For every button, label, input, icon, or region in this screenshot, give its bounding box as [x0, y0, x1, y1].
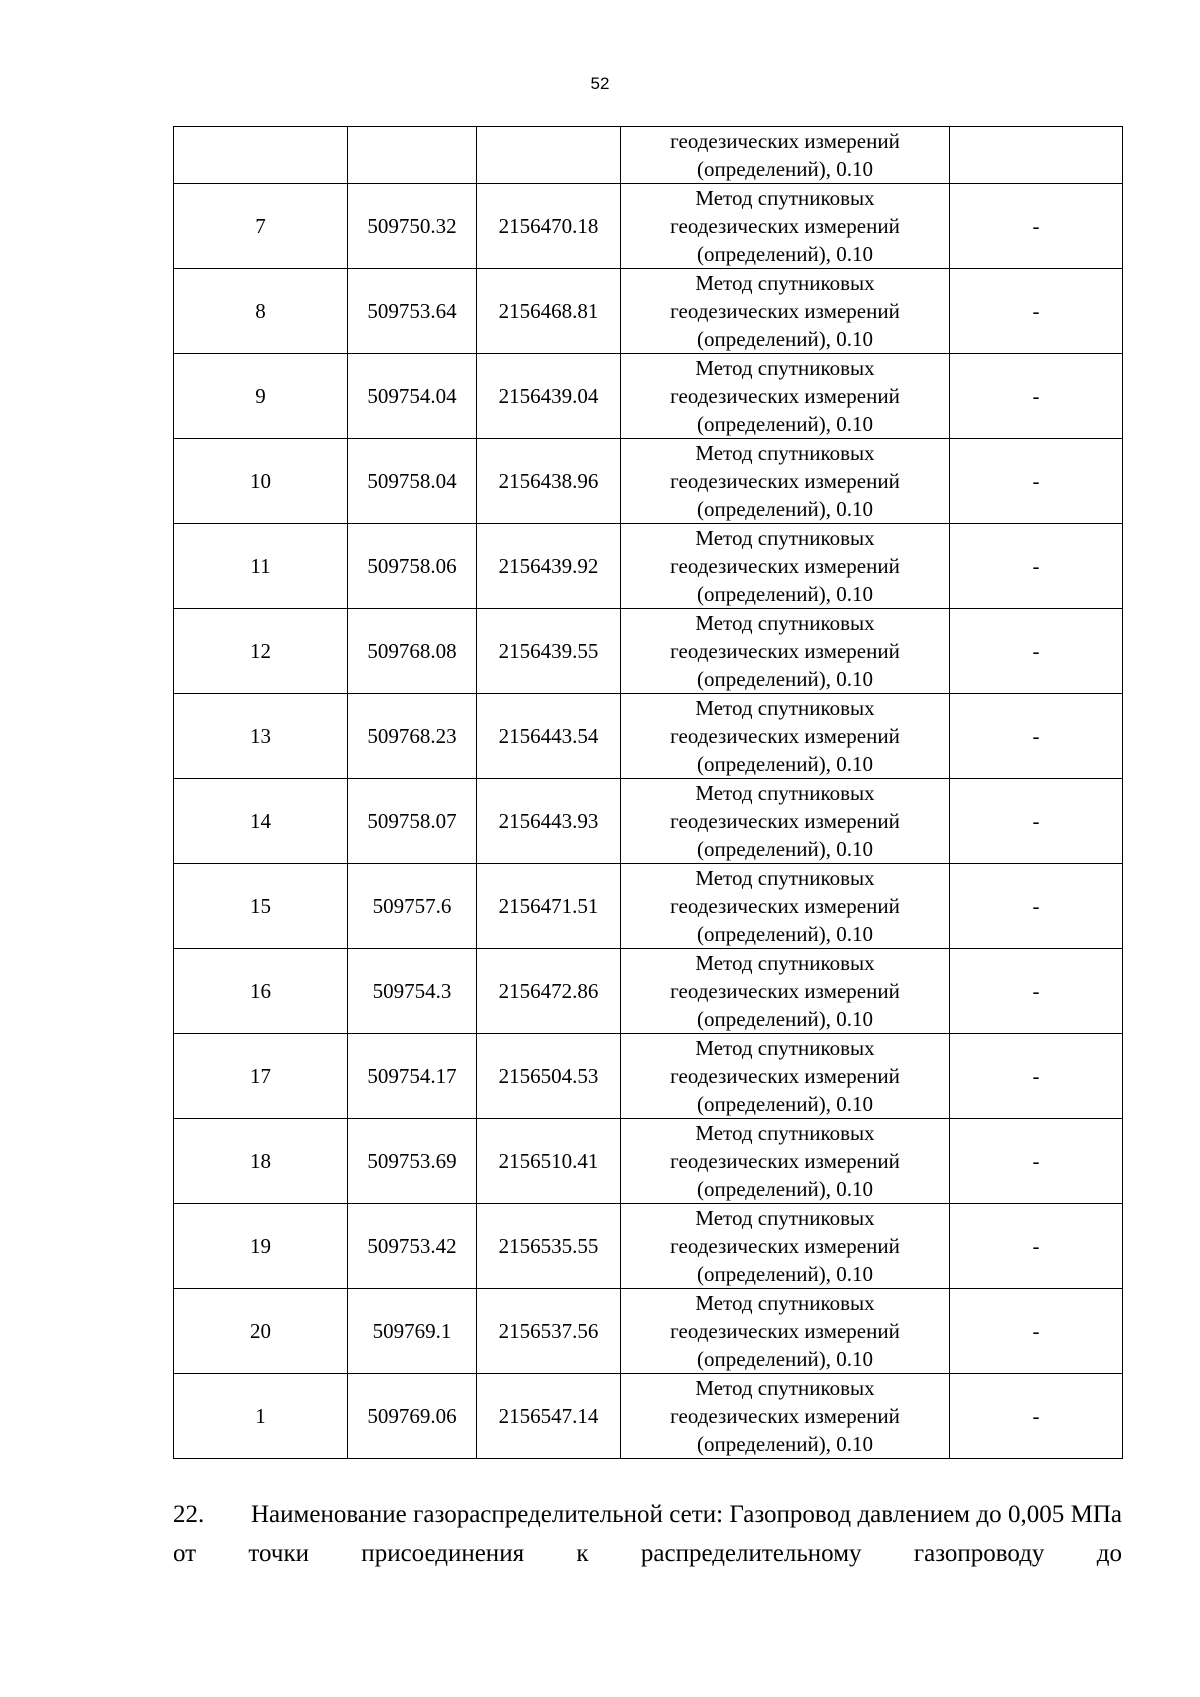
point-number-cell: 18: [174, 1119, 348, 1204]
note-cell: -: [950, 524, 1123, 609]
section-number: 22.: [173, 1501, 205, 1528]
y-coordinate-cell: [477, 127, 621, 184]
point-number-cell: 19: [174, 1204, 348, 1289]
method-line: геодезических измерений: [670, 979, 900, 1003]
method-cell: [621, 609, 950, 694]
method-line: геодезических измерений: [670, 469, 900, 493]
point-number-cell: 15: [174, 864, 348, 949]
table-row-continuation: [174, 127, 1123, 184]
method-line: (определений), 0.10: [696, 582, 874, 606]
y-coordinate-cell: 2156438.96: [477, 439, 621, 524]
method-cell: [621, 1204, 950, 1289]
method-line: геодезических измерений: [670, 299, 900, 323]
method-line: Метод спутниковых: [695, 1121, 875, 1145]
method-line: (определений), 0.10: [696, 1177, 874, 1201]
method-cell: [621, 127, 950, 184]
x-coordinate-cell: 509769.06: [348, 1374, 477, 1459]
method-cell: [621, 949, 950, 1034]
method-line: Метод спутниковых: [695, 951, 875, 975]
table-row: [174, 1119, 1123, 1204]
point-number-cell: [174, 127, 348, 184]
method-line: (определений), 0.10: [696, 1007, 874, 1031]
point-number-cell: 13: [174, 694, 348, 779]
method-line: геодезических измерений: [670, 809, 900, 833]
coordinates-table: [173, 126, 1123, 1459]
method-line: геодезических измерений: [670, 1064, 900, 1088]
method-line: Метод спутниковых: [695, 186, 875, 210]
table-row: [174, 1374, 1123, 1459]
table-row: [174, 1204, 1123, 1289]
note-cell: -: [950, 269, 1123, 354]
point-number-cell: 20: [174, 1289, 348, 1374]
method-line: геодезических измерений: [670, 1149, 900, 1173]
table-row: [174, 269, 1123, 354]
point-number-cell: 17: [174, 1034, 348, 1119]
method-line: геодезических измерений: [670, 129, 900, 153]
y-coordinate-cell: 2156468.81: [477, 269, 621, 354]
table-row: [174, 1289, 1123, 1374]
y-coordinate-cell: 2156439.04: [477, 354, 621, 439]
method-line: Метод спутниковых: [695, 866, 875, 890]
y-coordinate-cell: 2156547.14: [477, 1374, 621, 1459]
point-number-cell: 9: [174, 354, 348, 439]
method-cell: [621, 1034, 950, 1119]
x-coordinate-cell: 509754.3: [348, 949, 477, 1034]
note-cell: -: [950, 694, 1123, 779]
method-line: (определений), 0.10: [696, 1092, 874, 1116]
section-paragraph: [173, 1495, 1122, 1573]
table-row: [174, 949, 1123, 1034]
y-coordinate-cell: 2156510.41: [477, 1119, 621, 1204]
note-cell: -: [950, 609, 1123, 694]
table-row: [174, 779, 1123, 864]
method-line: геодезических измерений: [670, 1319, 900, 1343]
x-coordinate-cell: 509754.17: [348, 1034, 477, 1119]
method-line: Метод спутниковых: [695, 696, 875, 720]
point-number-cell: 11: [174, 524, 348, 609]
y-coordinate-cell: 2156472.86: [477, 949, 621, 1034]
method-cell: [621, 779, 950, 864]
method-line: Метод спутниковых: [695, 1376, 875, 1400]
x-coordinate-cell: [348, 127, 477, 184]
method-line: Метод спутниковых: [695, 356, 875, 380]
note-cell: -: [950, 1204, 1123, 1289]
method-cell: [621, 694, 950, 779]
note-cell: -: [950, 949, 1123, 1034]
point-number-cell: 7: [174, 184, 348, 269]
coordinates-table-body: [174, 127, 1123, 1459]
method-line: (определений), 0.10: [696, 327, 874, 351]
point-number-cell: 1: [174, 1374, 348, 1459]
method-line: геодезических измерений: [670, 1234, 900, 1258]
method-line: геодезических измерений: [670, 724, 900, 748]
y-coordinate-cell: 2156443.93: [477, 779, 621, 864]
method-line: Метод спутниковых: [695, 1036, 875, 1060]
method-line: Метод спутниковых: [695, 526, 875, 550]
method-line: Метод спутниковых: [695, 441, 875, 465]
method-line: геодезических измерений: [670, 384, 900, 408]
x-coordinate-cell: 509769.1: [348, 1289, 477, 1374]
note-cell: -: [950, 184, 1123, 269]
method-line: (определений), 0.10: [696, 412, 874, 436]
point-number-cell: 12: [174, 609, 348, 694]
table-row: [174, 439, 1123, 524]
x-coordinate-cell: 509753.42: [348, 1204, 477, 1289]
x-coordinate-cell: 509754.04: [348, 354, 477, 439]
method-line: (определений), 0.10: [696, 837, 874, 861]
method-line: (определений), 0.10: [696, 242, 874, 266]
point-number-cell: 14: [174, 779, 348, 864]
point-number-cell: 16: [174, 949, 348, 1034]
page-number: 52: [590, 74, 610, 93]
y-coordinate-cell: 2156439.55: [477, 609, 621, 694]
section-text: Наименование газораспределительной сети: Газопровод давлением до 0,005 МПа от точки присоединения к распределительному газопроводу до: [173, 1501, 1122, 1567]
x-coordinate-cell: 509758.06: [348, 524, 477, 609]
method-line: (определений), 0.10: [696, 497, 874, 521]
x-coordinate-cell: 509750.32: [348, 184, 477, 269]
method-line: (определений), 0.10: [696, 752, 874, 776]
y-coordinate-cell: 2156537.56: [477, 1289, 621, 1374]
note-cell: -: [950, 439, 1123, 524]
x-coordinate-cell: 509758.07: [348, 779, 477, 864]
method-cell: [621, 354, 950, 439]
method-line: Метод спутниковых: [695, 1206, 875, 1230]
method-line: Метод спутниковых: [695, 1291, 875, 1315]
method-line: (определений), 0.10: [696, 922, 874, 946]
y-coordinate-cell: 2156471.51: [477, 864, 621, 949]
method-line: Метод спутниковых: [695, 271, 875, 295]
y-coordinate-cell: 2156443.54: [477, 694, 621, 779]
method-line: геодезических измерений: [670, 214, 900, 238]
method-line: Метод спутниковых: [695, 781, 875, 805]
x-coordinate-cell: 509753.64: [348, 269, 477, 354]
point-number-cell: 10: [174, 439, 348, 524]
method-cell: [621, 439, 950, 524]
method-line: (определений), 0.10: [696, 1432, 874, 1456]
method-cell: [621, 1289, 950, 1374]
method-line: геодезических измерений: [670, 639, 900, 663]
method-cell: [621, 1119, 950, 1204]
table-row: [174, 694, 1123, 779]
y-coordinate-cell: 2156439.92: [477, 524, 621, 609]
table-row: [174, 864, 1123, 949]
note-cell: [950, 127, 1123, 184]
x-coordinate-cell: 509753.69: [348, 1119, 477, 1204]
note-cell: -: [950, 779, 1123, 864]
method-line: (определений), 0.10: [696, 667, 874, 691]
point-number-cell: 8: [174, 269, 348, 354]
method-line: геодезических измерений: [670, 1404, 900, 1428]
note-cell: -: [950, 864, 1123, 949]
y-coordinate-cell: 2156535.55: [477, 1204, 621, 1289]
x-coordinate-cell: 509768.23: [348, 694, 477, 779]
table-row: [174, 524, 1123, 609]
x-coordinate-cell: 509757.6: [348, 864, 477, 949]
method-cell: [621, 269, 950, 354]
table-row: [174, 184, 1123, 269]
method-cell: [621, 1374, 950, 1459]
table-row: [174, 609, 1123, 694]
note-cell: -: [950, 1119, 1123, 1204]
method-cell: [621, 864, 950, 949]
x-coordinate-cell: 509758.04: [348, 439, 477, 524]
method-line: (определений), 0.10: [696, 1262, 874, 1286]
method-line: геодезических измерений: [670, 554, 900, 578]
note-cell: -: [950, 1289, 1123, 1374]
y-coordinate-cell: 2156504.53: [477, 1034, 621, 1119]
y-coordinate-cell: 2156470.18: [477, 184, 621, 269]
note-cell: -: [950, 1034, 1123, 1119]
method-line: Метод спутниковых: [695, 611, 875, 635]
note-cell: -: [950, 1374, 1123, 1459]
method-cell: [621, 524, 950, 609]
method-line: (определений), 0.10: [696, 157, 874, 181]
note-cell: -: [950, 354, 1123, 439]
method-cell: [621, 184, 950, 269]
method-line: геодезических измерений: [670, 894, 900, 918]
method-line: (определений), 0.10: [696, 1347, 874, 1371]
table-row: [174, 1034, 1123, 1119]
x-coordinate-cell: 509768.08: [348, 609, 477, 694]
table-row: [174, 354, 1123, 439]
